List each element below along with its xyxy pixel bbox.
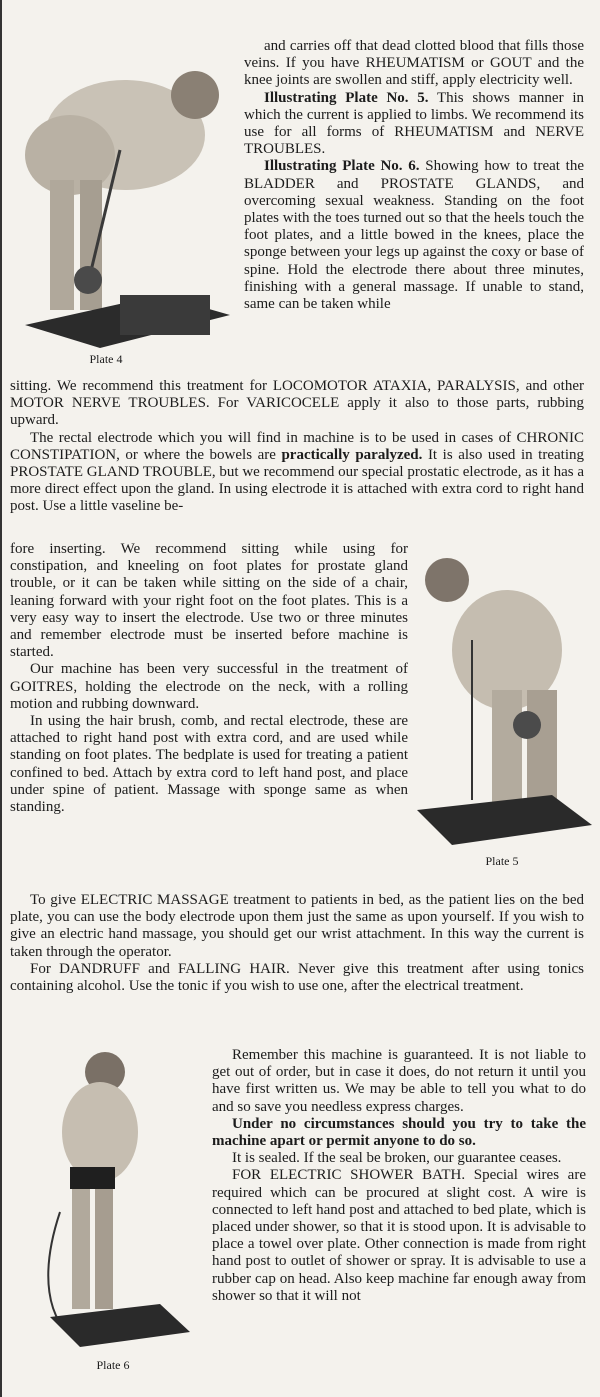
paragraph: Our machine has been very successful in the treatment of GOITRES, holding the electrode on the neck, with a rolling motion and rubbing downward.: [10, 661, 408, 712]
text-block-5: [212, 1047, 586, 1305]
paragraph-body: Showing how to treat the BLADDER and PROSTATE GLANDS, and overcoming sexual weakness. Standing on the foot plates with the toes turned out so that the heels touch the foot plates, and a little bowed in the knees, place the sponge between your legs up against the coxy or base of spine. Hold the electrode there about three minutes, finishing with a general massage. If unable to stand, same can be taken while: [244, 158, 584, 313]
paragraph: and carries off that dead clotted blood that fills those veins. If you have RHEUMATISM or GOUT and the knee joints are swollen and stiff, apply electricity well.: [244, 38, 584, 89]
paragraph: For DANDRUFF and FALLING HAIR. Never give this treatment after using tonics containing alcohol. Use the tonic if you wish to use one, after the electrical treatment.: [10, 960, 584, 995]
paragraph-body: It is also used in treating PROSTATE GLAND TROUBLE, but we recommend our special prostatic electrode, as it has a more direct effect upon the gland. In using electrode it is attached with extra cord to right hand post. Use a little vaseline be-: [10, 446, 584, 515]
bold-phrase: practically paralyzed.: [281, 446, 423, 463]
plate-5-caption: Plate 5: [485, 854, 519, 868]
section-heading: Illustrating Plate No. 6.: [264, 158, 420, 175]
paragraph: To give ELECTRIC MASSAGE treatment to patients in bed, as the patient lies on the bed plate, you can use the body electrode upon them just the same as upon yourself. If you wish to give an electric hand massage, you should get our wrist attachment. In this way the current is taken through the operator.: [10, 892, 584, 960]
paragraph: [10, 430, 584, 516]
plate-6-caption: Plate 6: [96, 1358, 130, 1372]
paragraph-body: The rectal electrode which you will find in machine is to be used in cases of CHRONIC CONSTIPATION, or where the bowels are: [10, 429, 584, 463]
plate-4-figure: [10, 40, 242, 370]
plate-5-photo: [412, 540, 592, 850]
plate-4-photo: [10, 40, 242, 350]
plate-4-caption: Plate 4: [89, 352, 123, 366]
text-block-1: [244, 38, 584, 313]
paragraph: sitting. We recommend this treatment for LOCOMOTOR ATAXIA, PARALYSIS, and other MOTOR NERVE TROUBLES. For VARICOCELE apply it also to those parts, rubbing upward.: [10, 378, 584, 429]
text-block-4: [10, 892, 584, 995]
paragraph: Remember this machine is guaranteed. It is not liable to get out of order, but in case it does, do not return it until you have first written us. We may be able to tell you what to do and so save you needless express charges.: [212, 1047, 586, 1115]
text-block-3: [10, 541, 408, 816]
paragraph: It is sealed. If the seal be broken, our guarantee ceases.: [232, 1150, 562, 1167]
paragraph-body: This shows manner in which the current is applied to limbs. We recommend its use for all forms of RHEUMATISM and NERVE TROUBLES.: [244, 89, 584, 158]
plate-6-figure: [20, 1042, 206, 1382]
paragraph: fore inserting. We recommend sitting while using for constipation, and kneeling on foot plates for prostate gland trouble, or it can be taken while sitting on the side of a chair, leaning forward with your right foot on the foot plates. This is a very easy way to insert the electrode. Use two or three minutes and remember electrode must be inserted before machine is started.: [10, 541, 408, 661]
paragraph: In using the hair brush, comb, and rectal electrode, these are attached to right hand post with extra cord, and are used while standing on foot plates. The bedplate is used for treating a patient confined to bed. Attach by extra cord to left hand post, and place under spine of patient. Massage with sponge same as when standing.: [10, 713, 408, 816]
section-heading: Illustrating Plate No. 5.: [264, 89, 429, 106]
plate-6-photo: [20, 1042, 206, 1352]
text-block-2: [10, 378, 584, 516]
paragraph: [244, 90, 584, 159]
paragraph: [244, 158, 584, 313]
paragraph: FOR ELECTRIC SHOWER BATH. Special wires are required which can be procured at slight cost. A wire is connected to left hand post and attached to bed plate, which is placed under shower, so that it is stood upon. It is advisable to place a towel over plate. Other connection is made from right hand post to outlet of shower or spray. It is advisable to use a rubber cap on head. Also keep machine far enough away from shower so that it will not: [212, 1167, 586, 1304]
plate-5-figure: [412, 540, 592, 880]
warning-paragraph: Under no circumstances should you try to take the machine apart or permit anyone to do so.: [212, 1115, 586, 1150]
